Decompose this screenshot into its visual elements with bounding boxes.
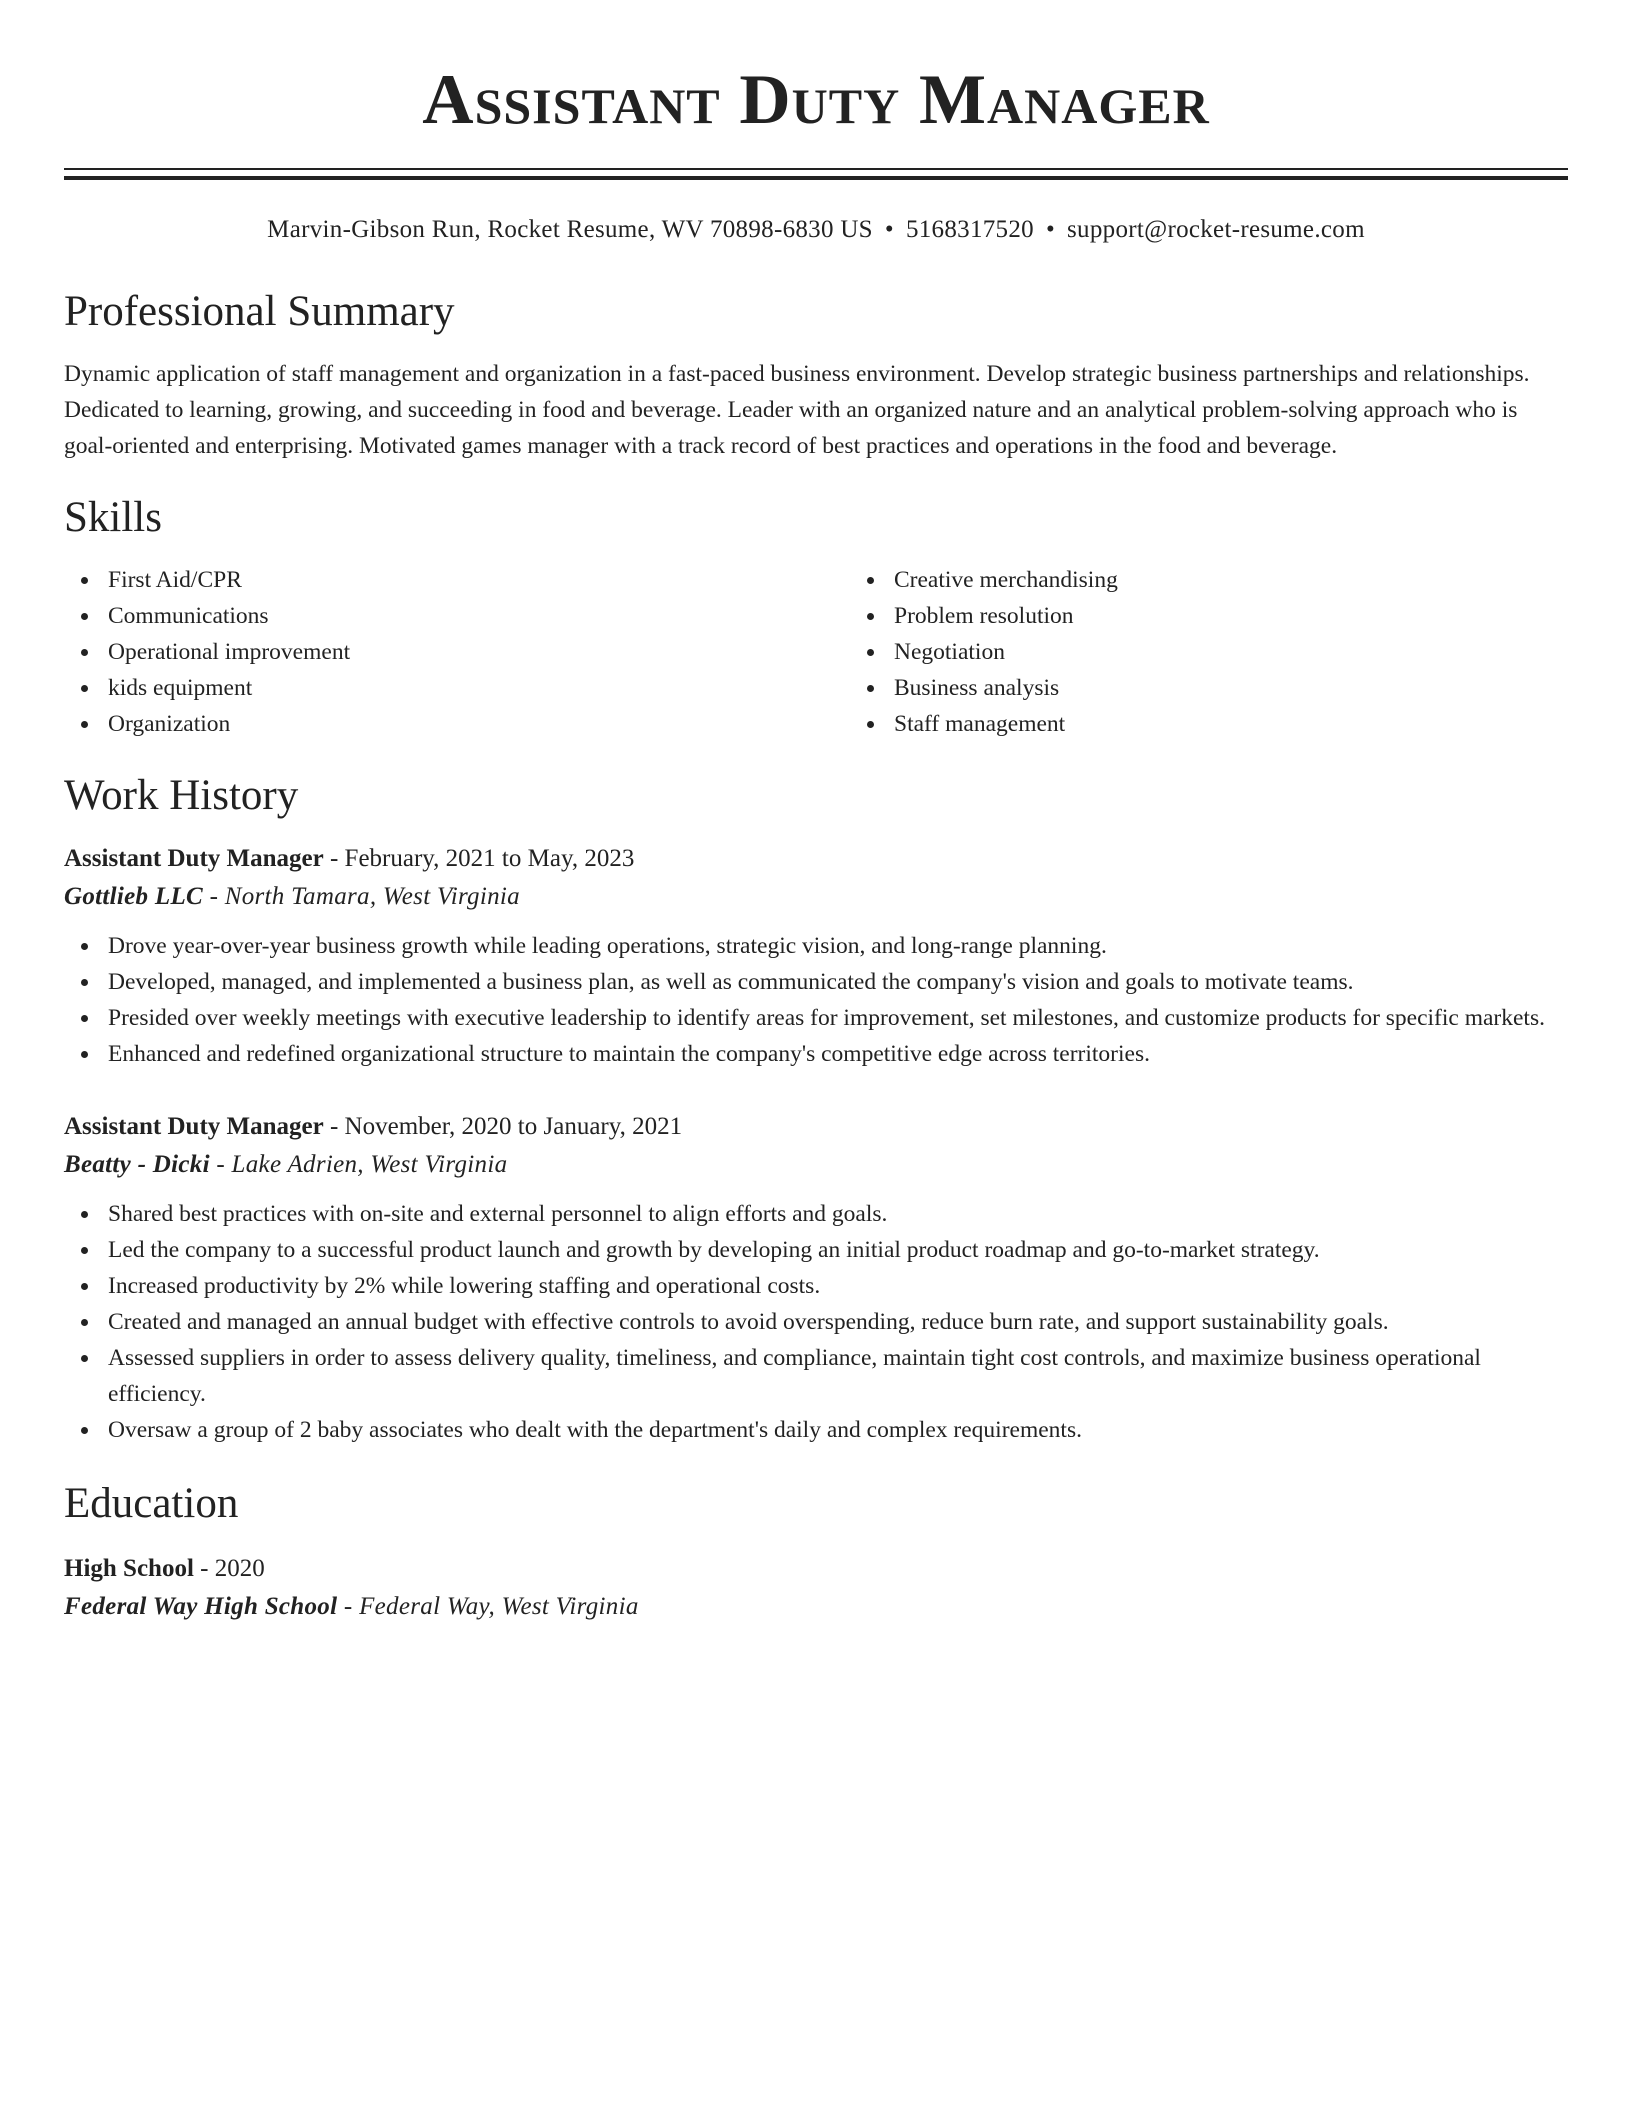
contact-phone: 5168317520 <box>905 216 1034 243</box>
job-bullet: Increased productivity by 2% while lowering staffing and operational costs. <box>108 1268 1568 1304</box>
skill-item: Problem resolution <box>850 598 1118 634</box>
job-bullet: Drove year-over-year business growth while leading operations, strategic vision, and long-range planning. <box>108 928 1568 964</box>
job-bullet: Presided over weekly meetings with executive leadership to identify areas for improvement, set milestones, and customize products for specific markets. <box>108 1000 1568 1036</box>
header-rule-thin <box>64 168 1568 170</box>
education-school-line <box>64 1588 1568 1626</box>
job-bullet: Assessed suppliers in order to assess delivery quality, timeliness, and compliance, maintain tight cost controls, and maximize business operational efficiency. <box>108 1340 1568 1412</box>
education-heading: Education <box>64 1480 239 1527</box>
contact-email: support@rocket-resume.com <box>1067 216 1365 243</box>
job-company: Beatty - Dicki <box>64 1151 210 1178</box>
education-year: - 2020 <box>193 1555 265 1582</box>
job-bullet: Shared best practices with on-site and external personnel to align efforts and goals. <box>108 1196 1568 1232</box>
contact-address: Marvin-Gibson Run, Rocket Resume, WV 70898-6830 US <box>267 216 873 243</box>
contact-separator: • <box>884 216 894 243</box>
job-dates: - November, 2020 to January, 2021 <box>323 1113 683 1140</box>
job-bullets <box>64 928 1568 1072</box>
contact-separator: • <box>1045 216 1056 243</box>
skills-column-left <box>64 562 850 742</box>
job-bullets <box>64 1196 1568 1448</box>
job-employer <box>64 1146 1568 1184</box>
education-school: Federal Way High School <box>64 1593 338 1620</box>
job-role: Assistant Duty Manager <box>64 1113 324 1140</box>
contact-line <box>64 214 1568 246</box>
job-bullet: Developed, managed, and implemented a business plan, as well as communicated the company's vision and goals to motivate teams. <box>108 964 1568 1000</box>
job-dates: - February, 2021 to May, 2023 <box>323 845 635 872</box>
education-location: - Federal Way, West Virginia <box>337 1593 639 1620</box>
skill-item: Operational improvement <box>108 634 850 670</box>
skill-item: Staff management <box>850 706 1118 742</box>
job-company: Gottlieb LLC <box>64 883 204 910</box>
job-employer <box>64 878 1568 916</box>
job-header <box>64 840 1568 878</box>
job-bullet: Led the company to a successful product launch and growth by developing an initial product roadmap and go-to-market strategy. <box>108 1232 1568 1268</box>
job-location: - North Tamara, West Virginia <box>203 883 520 910</box>
job-location: - Lake Adrien, West Virginia <box>209 1151 508 1178</box>
job-bullet: Oversaw a group of 2 baby associates who dealt with the department's daily and complex requirements. <box>108 1412 1568 1448</box>
summary-text: Dynamic application of staff management and organization in a fast-paced business environment. Develop strategic business partnerships and relationships. Dedicated to learning, growing, and succeeding in food and beverage. Leader with an organized nature and an analytical problem-solving approach who is goal-oriented and enterprising. Motivated games manager with a track record of best practices and operations in the food and beverage. <box>64 361 1530 459</box>
header-rule-thick <box>64 176 1568 180</box>
skills-list <box>64 562 1568 742</box>
job-entry <box>64 840 1568 1072</box>
job-bullet: Enhanced and redefined organizational structure to maintain the company's competitive edge across territories. <box>108 1036 1568 1072</box>
skill-item: Communications <box>108 598 850 634</box>
resume-name: Assistant Duty Manager <box>422 61 1210 139</box>
job-role: Assistant Duty Manager <box>64 845 324 872</box>
skill-item: Organization <box>108 706 850 742</box>
work-history-heading: Work History <box>64 772 299 819</box>
skill-item: First Aid/CPR <box>108 562 850 598</box>
skill-item: Creative merchandising <box>850 562 1118 598</box>
education-degree: High School <box>64 1555 194 1582</box>
summary-heading: Professional Summary <box>64 288 455 335</box>
job-header <box>64 1108 1568 1146</box>
skills-heading: Skills <box>64 494 162 541</box>
education-entry <box>64 1550 1568 1626</box>
skill-item: Business analysis <box>850 670 1118 706</box>
skill-item: Negotiation <box>850 634 1118 670</box>
education-header <box>64 1550 1568 1588</box>
skill-item: kids equipment <box>108 670 850 706</box>
job-bullet: Created and managed an annual budget with effective controls to avoid overspending, reduce burn rate, and support sustainability goals. <box>108 1304 1568 1340</box>
skills-column-right <box>850 562 1118 742</box>
job-entry <box>64 1108 1568 1448</box>
